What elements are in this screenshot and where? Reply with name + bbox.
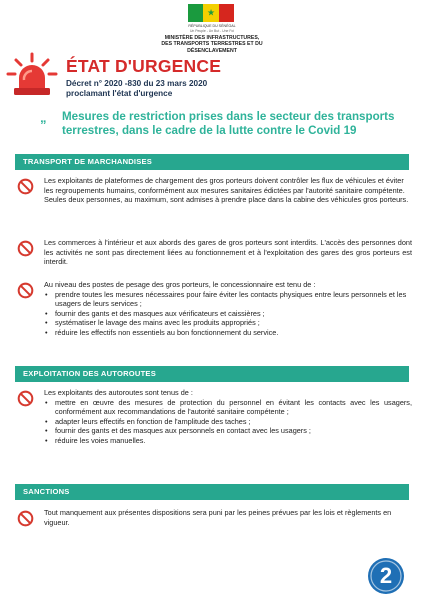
sanctions-text: Tout manquement aux présentes dispositions sera puni par les peines prévues par les lois et règlements en vigueur. (44, 508, 392, 527)
list-item: • mettre en œuvre des mesures de protection du personnel en évitant les contacts avec les usagers, conformément aux recommandations de l'autorité sanitaire compétente ; (52, 398, 412, 417)
transport-block-3: Au niveau des postes de pesage des gros porteurs, le concessionnaire est tenu de : • prendre toutes les mesures nécessaires pour faire éviter les contacts physiques entre leurs personnels et les usagers de leurs services ; • fournir des gants et des masques aux vérificateurs et caissières ; • systématiser le lavage des mains avec les produits appropriés ; • réduire les effectifs non essentiels au bon fonctionnement du service. (44, 280, 412, 338)
autoroutes-block: Les exploitants des autoroutes sont tenus de : • mettre en œuvre des mesures de protection du personnel en évitant les contacts avec les usagers, conformément aux recommandations de l'autorité sanitaire compétente ; • adapter leurs effectifs en fonction de l'amplitude des taches ; • fournir des gants et des masques aux personnels en contact avec les usagers ; • réduire les voies manuelles. (44, 388, 412, 446)
national-motto: Un Peuple - Un But - Une Foi (189, 29, 235, 33)
quote-icon: „ (40, 110, 47, 125)
ministry-name: MINISTÈRE DES INFRASTRUCTURES, DES TRANSPORTS TERRESTRES ET DU DÉSENCLAVEMENT (161, 35, 263, 54)
list-item: • systématiser le lavage des mains avec les produits appropriés ; (52, 318, 412, 328)
transport-block-2: Les commerces à l'intérieur et aux abords des gares de gros porteurs sont interdits. L'accès des personnes dont les activités ne sont pas directement liées au fonctionnement et à l'exploitation des gares des gros porteurs est interdit. (44, 238, 412, 267)
prohibition-icon (17, 240, 34, 257)
prohibition-icon (17, 282, 34, 299)
headline: Mesures de restriction prises dans le secteur des transports terrestres, dans le cadre de la lutte contre le Covid 19 (62, 110, 395, 137)
section-header-transport: TRANSPORT DE MARCHANDISES (15, 154, 409, 170)
section-header-autoroutes: EXPLOITATION DES AUTOROUTES (15, 366, 409, 382)
list-item: • réduire les effectifs non essentiels au bon fonctionnement du service. (52, 328, 412, 338)
list-item: • fournir des gants et des masques aux vérificateurs et caissières ; (52, 309, 412, 319)
section-header-sanctions: SANCTIONS (15, 484, 409, 500)
list-item: • adapter leurs effectifs en fonction de l'amplitude des taches ; (52, 417, 412, 427)
republic-label: RÉPUBLIQUE DU SÉNÉGAL (188, 24, 236, 28)
decree-reference: Décret n° 2020 -830 du 23 mars 2020 proclamant l'état d'urgence (66, 79, 208, 98)
senegal-flag-icon: ★ (188, 4, 234, 22)
prohibition-icon (17, 510, 34, 527)
list-item: • fournir des gants et des masques aux personnels en contact avec les usagers ; (52, 426, 412, 436)
page-number: 2 (379, 563, 393, 588)
page-number-badge (366, 556, 406, 596)
list-item: • prendre toutes les mesures nécessaires pour faire éviter les contacts physiques entre leurs personnels et les usagers de leurs services ; (52, 290, 412, 309)
prohibition-icon (17, 390, 34, 407)
page-title: ÉTAT D'URGENCE (66, 56, 222, 76)
alarm-siren-icon (6, 52, 58, 98)
prohibition-icon (17, 178, 34, 195)
transport-block-1: Les exploitants de plateformes de chargement des gros porteurs doivent contrôler les flux de véhicules et éviter les regroupements humains, conformément aux mesures sanitaires édictées par l'autorité sanitaire compétente. Seules deux personnes, au maximum, sont admises à prendre place dans la cabine des véhicules gros porteurs. (44, 176, 409, 205)
list-item: • réduire les voies manuelles. (52, 436, 412, 446)
